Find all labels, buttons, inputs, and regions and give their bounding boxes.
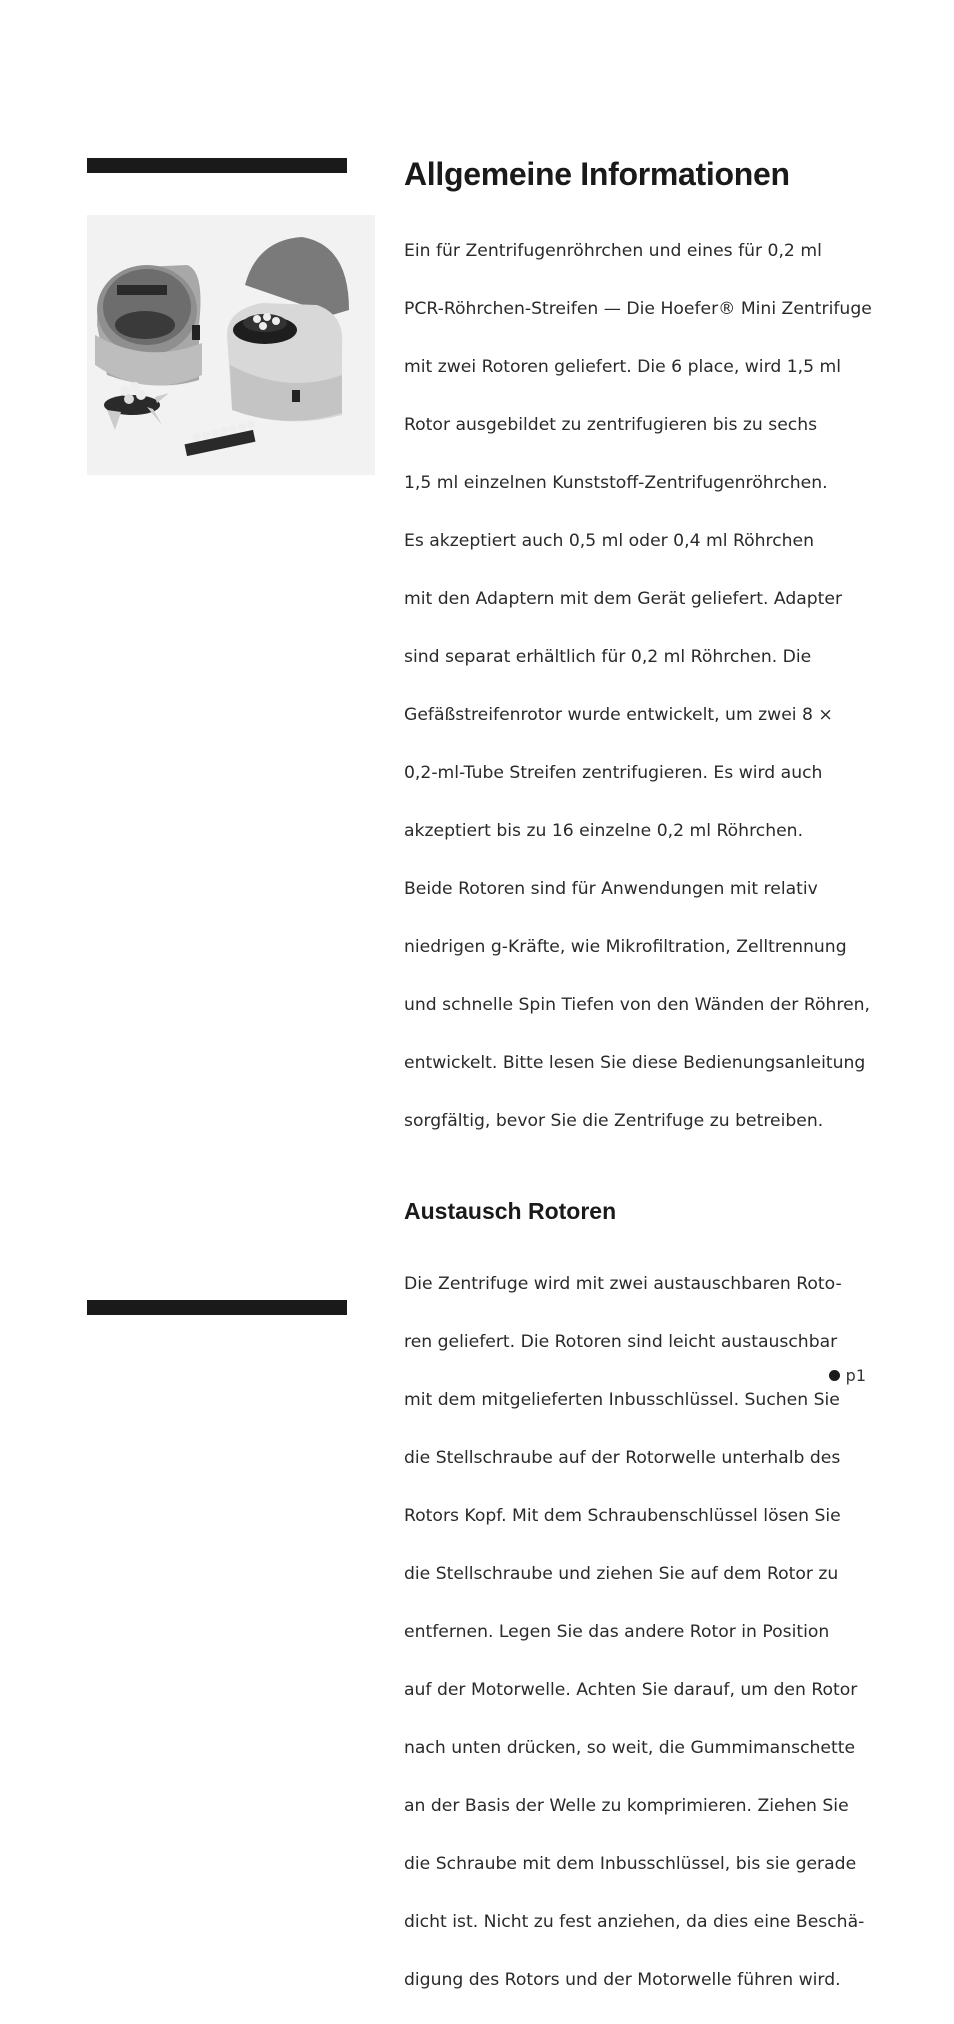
centrifuge-open-illustration [227, 237, 349, 421]
pcr-tube-strip-illustration [185, 421, 256, 456]
text-line: mit den Adaptern mit dem Gerät geliefert. Adapter [404, 589, 843, 609]
text-line: akzeptiert bis zu 16 einzelne 0,2 ml Röhrchen. [404, 821, 804, 841]
text-line: digung des Rotors und der Motorwelle führen wird. [404, 1970, 841, 1990]
text-line: Es akzeptiert auch 0,5 ml oder 0,4 ml Röhrchen [404, 531, 815, 551]
strip-rotor-illustration [104, 382, 169, 430]
text-line: Rotors Kopf. Mit dem Schraubenschlüssel lösen Sie [404, 1506, 841, 1526]
text-line: entfernen. Legen Sie das andere Rotor in Position [404, 1622, 830, 1642]
text-line: entwickelt. Bitte lesen Sie diese Bedienungsanleitung [404, 1053, 866, 1073]
top-decorative-rule [87, 158, 347, 173]
text-line: die Stellschraube und ziehen Sie auf dem Rotor zu [404, 1564, 839, 1584]
text-line: Beide Rotoren sind für Anwendungen mit relativ [404, 879, 818, 899]
bullet-dot-icon [829, 1370, 840, 1381]
text-line: mit zwei Rotoren geliefert. Die 6 place, wird 1,5 ml [404, 357, 842, 377]
text-line: sind separat erhältlich für 0,2 ml Röhrchen. Die [404, 647, 812, 667]
section-heading-rotor-exchange: Austausch Rotoren [404, 1198, 617, 1224]
product-photo-mini-centrifuges [87, 215, 375, 475]
centrifuge-closed-illustration [95, 265, 202, 385]
text-line: 0,2-ml-Tube Streifen zentrifugieren. Es wird auch [404, 763, 823, 783]
page-footer [829, 1366, 866, 1385]
text-line: die Stellschraube auf der Rotorwelle unterhalb des [404, 1448, 841, 1468]
text-line: Rotor ausgebildet zu zentrifugieren bis zu sechs [404, 415, 818, 435]
text-line: sorgfältig, bevor Sie die Zentrifuge zu betreiben. [404, 1111, 824, 1131]
page-title: Allgemeine Informationen [404, 156, 790, 192]
text-line: niedrigen g-Kräfte, wie Mikrofiltration, Zelltrennung [404, 937, 847, 957]
text-line: an der Basis der Welle zu komprimieren. Ziehen Sie [404, 1796, 849, 1816]
main-content [404, 150, 874, 2024]
text-line: Ein für Zentrifugenröhrchen und eines für 0,2 ml [404, 241, 822, 261]
text-line: dicht ist. Nicht zu fest anziehen, da dies eine Beschä- [404, 1912, 865, 1932]
rotor-exchange-paragraph [404, 1241, 874, 2024]
text-line: die Schraube mit dem Inbusschlüssel, bis sie gerade [404, 1854, 857, 1874]
text-line: 1,5 ml einzelnen Kunststoff-Zentrifugenröhrchen. [404, 473, 828, 493]
intro-paragraph [404, 208, 874, 1165]
text-line: nach unten drücken, so weit, die Gummimanschette [404, 1738, 856, 1758]
bottom-decorative-rule [87, 1300, 347, 1315]
text-line: Gefäßstreifenrotor wurde entwickelt, um zwei 8 × [404, 705, 833, 725]
page-number: p1 [845, 1366, 866, 1385]
text-line: Die Zentrifuge wird mit zwei austauschbaren Roto- [404, 1274, 842, 1294]
text-line: und schnelle Spin Tiefen von den Wänden der Röhren, [404, 995, 871, 1015]
text-line: ren geliefert. Die Rotoren sind leicht austauschbar [404, 1332, 838, 1352]
text-line: auf der Motorwelle. Achten Sie darauf, um den Rotor [404, 1680, 858, 1700]
text-line: mit dem mitgelieferten Inbusschlüssel. Suchen Sie [404, 1390, 840, 1410]
text-line: PCR-Röhrchen-Streifen — Die Hoefer® Mini Zentrifuge [404, 299, 872, 319]
